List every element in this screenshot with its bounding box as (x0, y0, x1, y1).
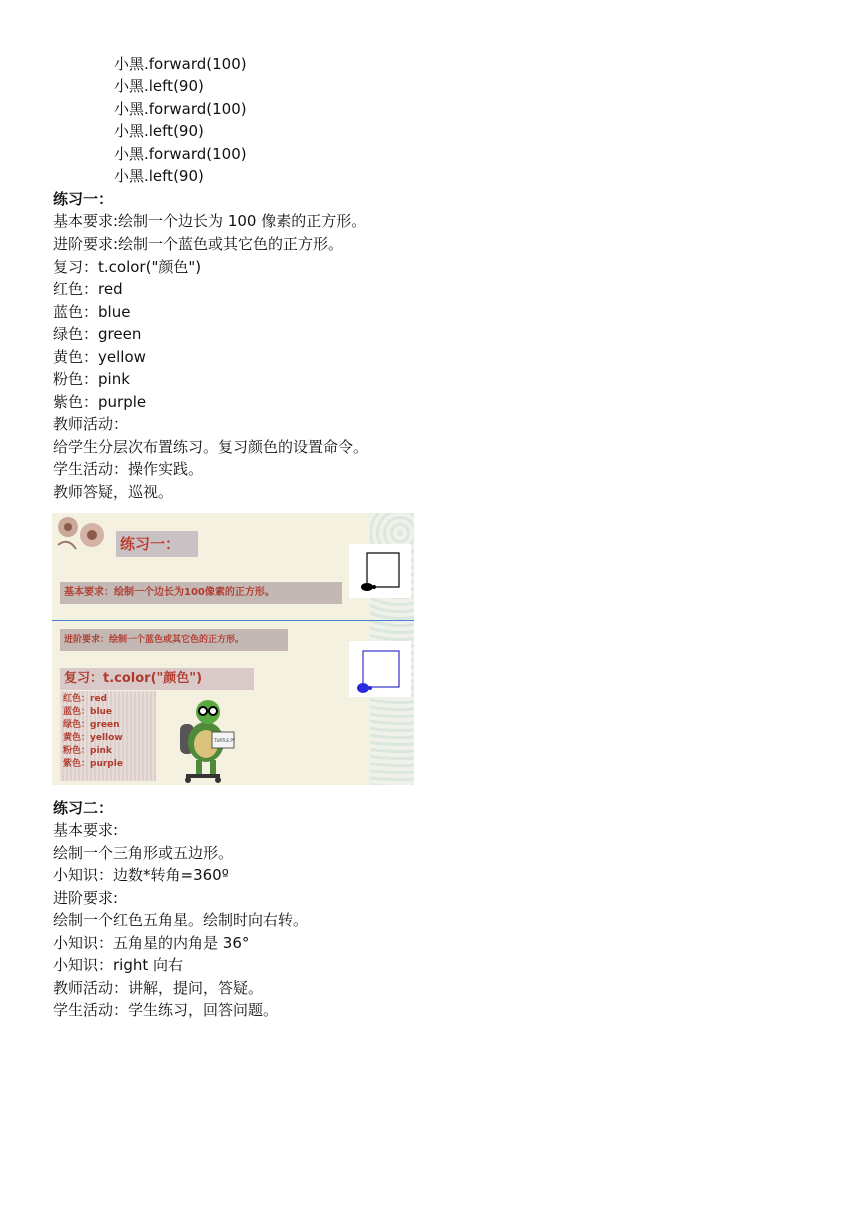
code-line: 小黑.left(90) (114, 122, 204, 140)
code-line: 小黑.forward(100) (114, 145, 247, 163)
teacher-activity-text: 给学生分层次布置练习。复习颜色的设置命令。 (53, 438, 369, 456)
code-line: 小黑.left(90) (114, 167, 204, 185)
slide-review: 复习：t.color("颜色") (60, 668, 254, 690)
teacher-answer: 教师答疑，巡视。 (53, 483, 174, 501)
flower-decoration-icon (54, 515, 108, 553)
color-item: 紫色：purple (53, 393, 147, 411)
slide-color-item: 蓝色：blue (63, 707, 113, 717)
slide-color-item: 绿色：green (63, 720, 120, 730)
blue-square-panel (349, 641, 411, 697)
exercise2-basic-label: 基本要求: (53, 821, 119, 839)
exercise2-tip: 小知识：right 向右 (53, 956, 184, 974)
color-item: 黄色：yellow (53, 348, 146, 366)
exercise2-tip: 小知识：边数*转角=360º (53, 866, 229, 884)
exercise2-heading: 练习二： (53, 799, 114, 817)
exercise1-heading: 练习一： (53, 190, 114, 208)
slide-color-item: 粉色：pink (63, 746, 112, 756)
exercise1-advanced: 进阶要求:绘制一个蓝色或其它色的正方形。 (53, 235, 344, 253)
turtle-mascot-icon (174, 698, 238, 784)
exercise2-student-activity: 学生活动：学生练习，回答问题。 (53, 1001, 279, 1019)
exercise2-basic-text: 绘制一个三角形或五边形。 (53, 844, 234, 862)
turtle-sign-text: TURTLE.PY (214, 738, 236, 743)
exercise2-tip: 小知识：五角星的内角是 36° (53, 934, 250, 952)
blue-square-icon (349, 641, 411, 697)
code-line: 小黑.forward(100) (114, 100, 247, 118)
slide-color-item: 黄色：yellow (63, 733, 123, 743)
slide-basic-requirement: 基本要求：绘制一个边长为100像素的正方形。 (60, 582, 342, 604)
slide-divider (52, 620, 414, 621)
exercise2-teacher-activity: 教师活动：讲解，提问，答疑。 (53, 979, 264, 997)
student-activity: 学生活动：操作实践。 (53, 460, 204, 478)
exercise1-review: 复习：t.color("颜色") (53, 258, 202, 276)
exercise1-basic: 基本要求:绘制一个边长为 100 像素的正方形。 (53, 212, 367, 230)
code-line: 小黑.forward(100) (114, 55, 247, 73)
slide-title: 练习一： (116, 531, 198, 557)
color-item: 绿色：green (53, 325, 142, 343)
color-item: 粉色：pink (53, 370, 130, 388)
black-square-icon (349, 544, 411, 598)
slide-color-list (60, 691, 156, 781)
lesson-slide-image (52, 513, 414, 785)
code-line: 小黑.left(90) (114, 77, 204, 95)
teacher-activity-label: 教师活动： (53, 415, 129, 433)
color-item: 红色：red (53, 280, 123, 298)
exercise2-advanced-text: 绘制一个红色五角星。绘制时向右转。 (53, 911, 309, 929)
slide-color-item: 红色：red (63, 694, 107, 704)
exercise2-advanced-label: 进阶要求: (53, 889, 119, 907)
black-square-panel (349, 544, 411, 598)
color-item: 蓝色：blue (53, 303, 131, 321)
slide-color-item: 紫色：purple (63, 759, 123, 769)
slide-advanced-requirement: 进阶要求：绘制一个蓝色或其它色的正方形。 (60, 629, 288, 651)
